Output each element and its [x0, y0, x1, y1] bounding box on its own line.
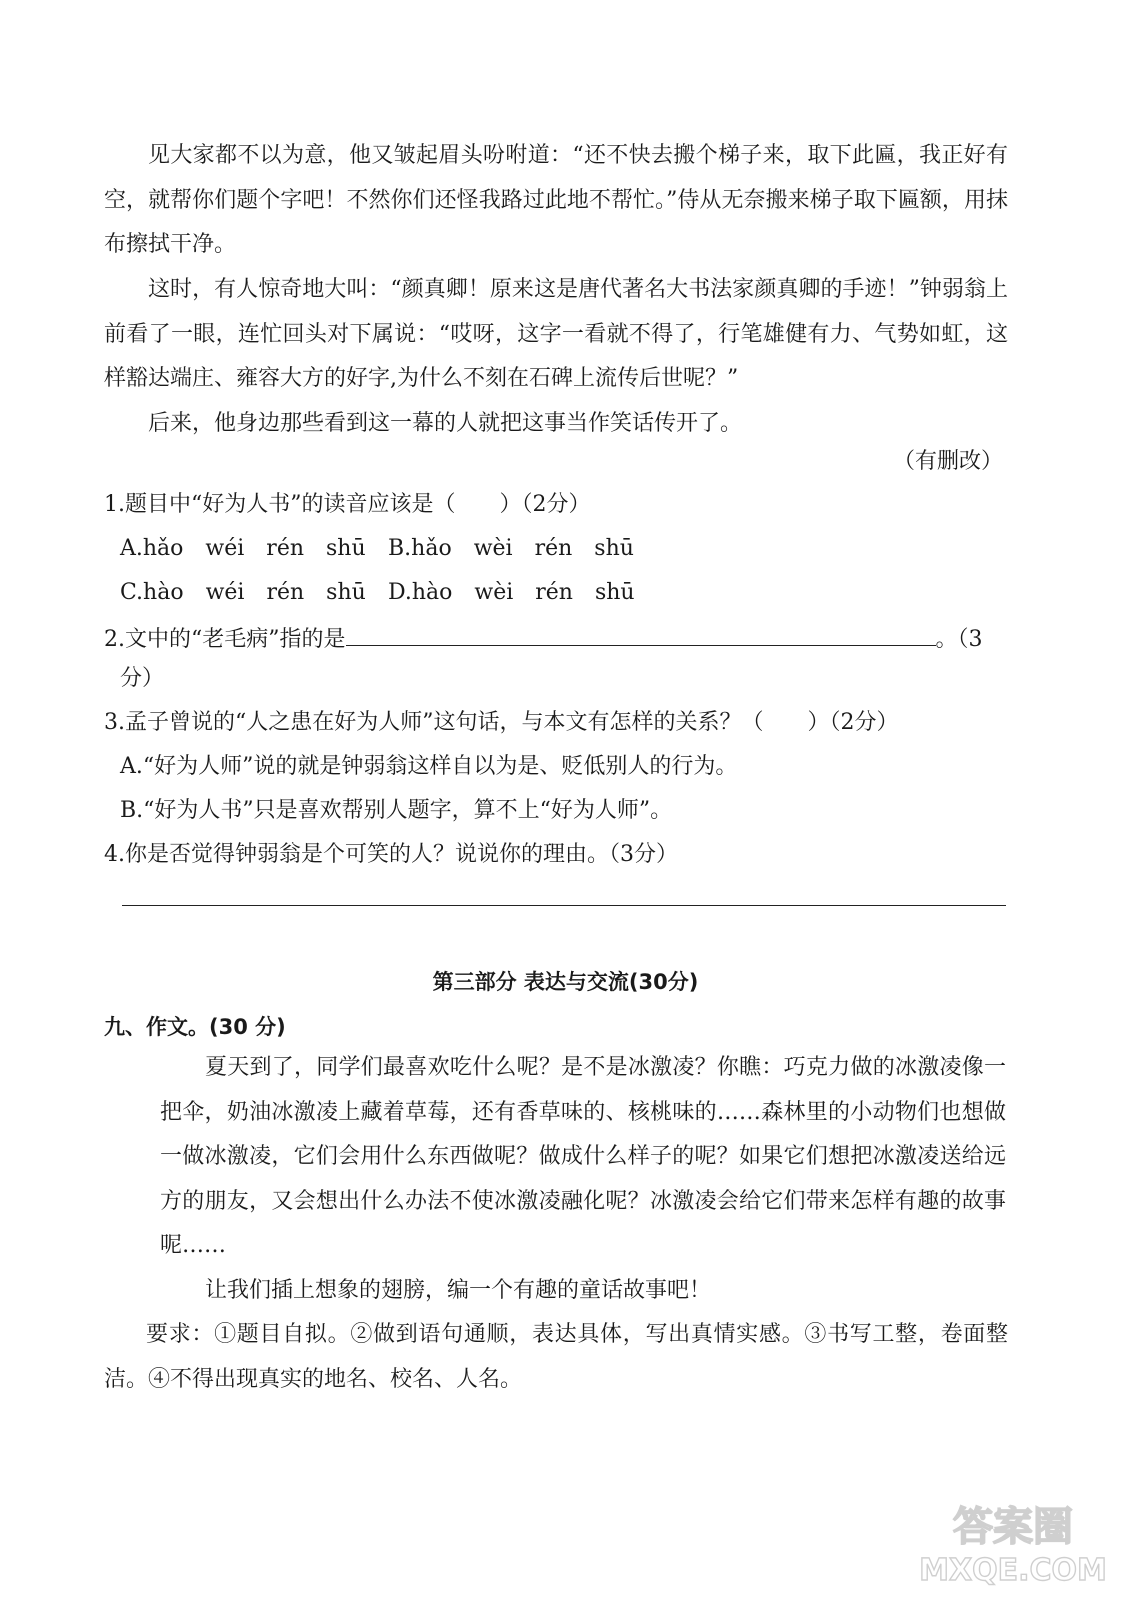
- question-1-stem: 1.题目中“好为人书”的读音应该是（ ）（2分）: [104, 492, 591, 517]
- watermark-text-top: 答案圈: [953, 1504, 1073, 1550]
- passage-paragraph-3: 后来，他身边那些看到这一幕的人就把这事当作笑话传开了。: [148, 411, 743, 436]
- essay-prompt-paragraph-2: 让我们插上想象的翅膀，编一个有趣的童话故事吧！: [205, 1278, 712, 1303]
- source-note: （有删改）: [892, 449, 1003, 474]
- site-watermark-logo: [913, 1496, 1113, 1588]
- question-3-option-b: B.“好为人书”只是喜欢帮别人题字，算不上“好为人师”。: [120, 798, 673, 823]
- watermark-text-bottom: MXQE.COM: [919, 1553, 1107, 1588]
- question-1-option-d: D.hào wèi rén shū: [388, 580, 635, 605]
- essay-section-title: 九、作文。(30 分): [104, 1015, 286, 1039]
- question-2-stem-suffix: 。（3: [935, 627, 983, 652]
- question-1-option-b: B.hǎo wèi rén shū: [388, 536, 634, 561]
- question-1-option-c: C.hào wéi rén shū: [120, 580, 366, 605]
- part-3-heading: 第三部分 表达与交流(30分): [432, 970, 699, 994]
- passage-paragraph-2: 这时，有人惊奇地大叫：“颜真卿！原来这是唐代著名大书法家颜真卿的手迹！”钟弱翁上前看了一眼，连忙回头对下属说：“哎呀，这字一看就不得了，行笔雄健有力、气势如虹，这样豁达端庄、雍容大方的好字,为什么不刻在石碑上流传后世呢？”: [104, 277, 1008, 391]
- question-2-stem-text: 2.文中的“老毛病”指的是: [104, 627, 346, 652]
- question-4-answer-line[interactable]: [122, 905, 1006, 906]
- question-2-stem: [104, 621, 983, 655]
- question-2-answer-blank[interactable]: [346, 621, 936, 646]
- question-2-stem-wrap: 分）: [120, 666, 165, 691]
- question-3-option-a: A.“好为人师”说的就是钟弱翁这样自以为是、贬低别人的行为。: [120, 754, 738, 779]
- essay-requirements: 要求：①题目自拟。②做到语句通顺，表达具体，写出真情实感。③书写工整，卷面整洁。④不得出现真实的地名、校名、人名。: [104, 1322, 1008, 1392]
- question-3-stem: 3.孟子曾说的“人之患在好为人师”这句话，与本文有怎样的关系？（ ）（2分）: [104, 710, 899, 735]
- watermark-graphic: [913, 1496, 1113, 1588]
- essay-prompt-paragraph-1: 夏天到了，同学们最喜欢吃什么呢？是不是冰激凌？你瞧：巧克力做的冰激凌像一把伞，奶油冰激凌上藏着草莓，还有香草味的、核桃味的……森林里的小动物们也想做一做冰激凌，它们会用什么东西做呢？做成什么样子的呢？如果它们想把冰激凌送给远方的朋友，又会想出什么办法不使冰激凌融化呢？冰激凌会给它们带来怎样有趣的故事呢……: [160, 1055, 1006, 1258]
- question-4-stem: 4.你是否觉得钟弱翁是个可笑的人？说说你的理由。（3分）: [104, 842, 678, 867]
- passage-paragraph-1: 见大家都不以为意，他又皱起眉头吩咐道：“还不快去搬个梯子来，取下此匾，我正好有空，就帮你们题个字吧！不然你们还怪我路过此地不帮忙。”侍从无奈搬来梯子取下匾额，用抹布擦拭干净。: [104, 143, 1008, 257]
- question-1-option-a: A.hǎo wéi rén shū: [120, 536, 366, 561]
